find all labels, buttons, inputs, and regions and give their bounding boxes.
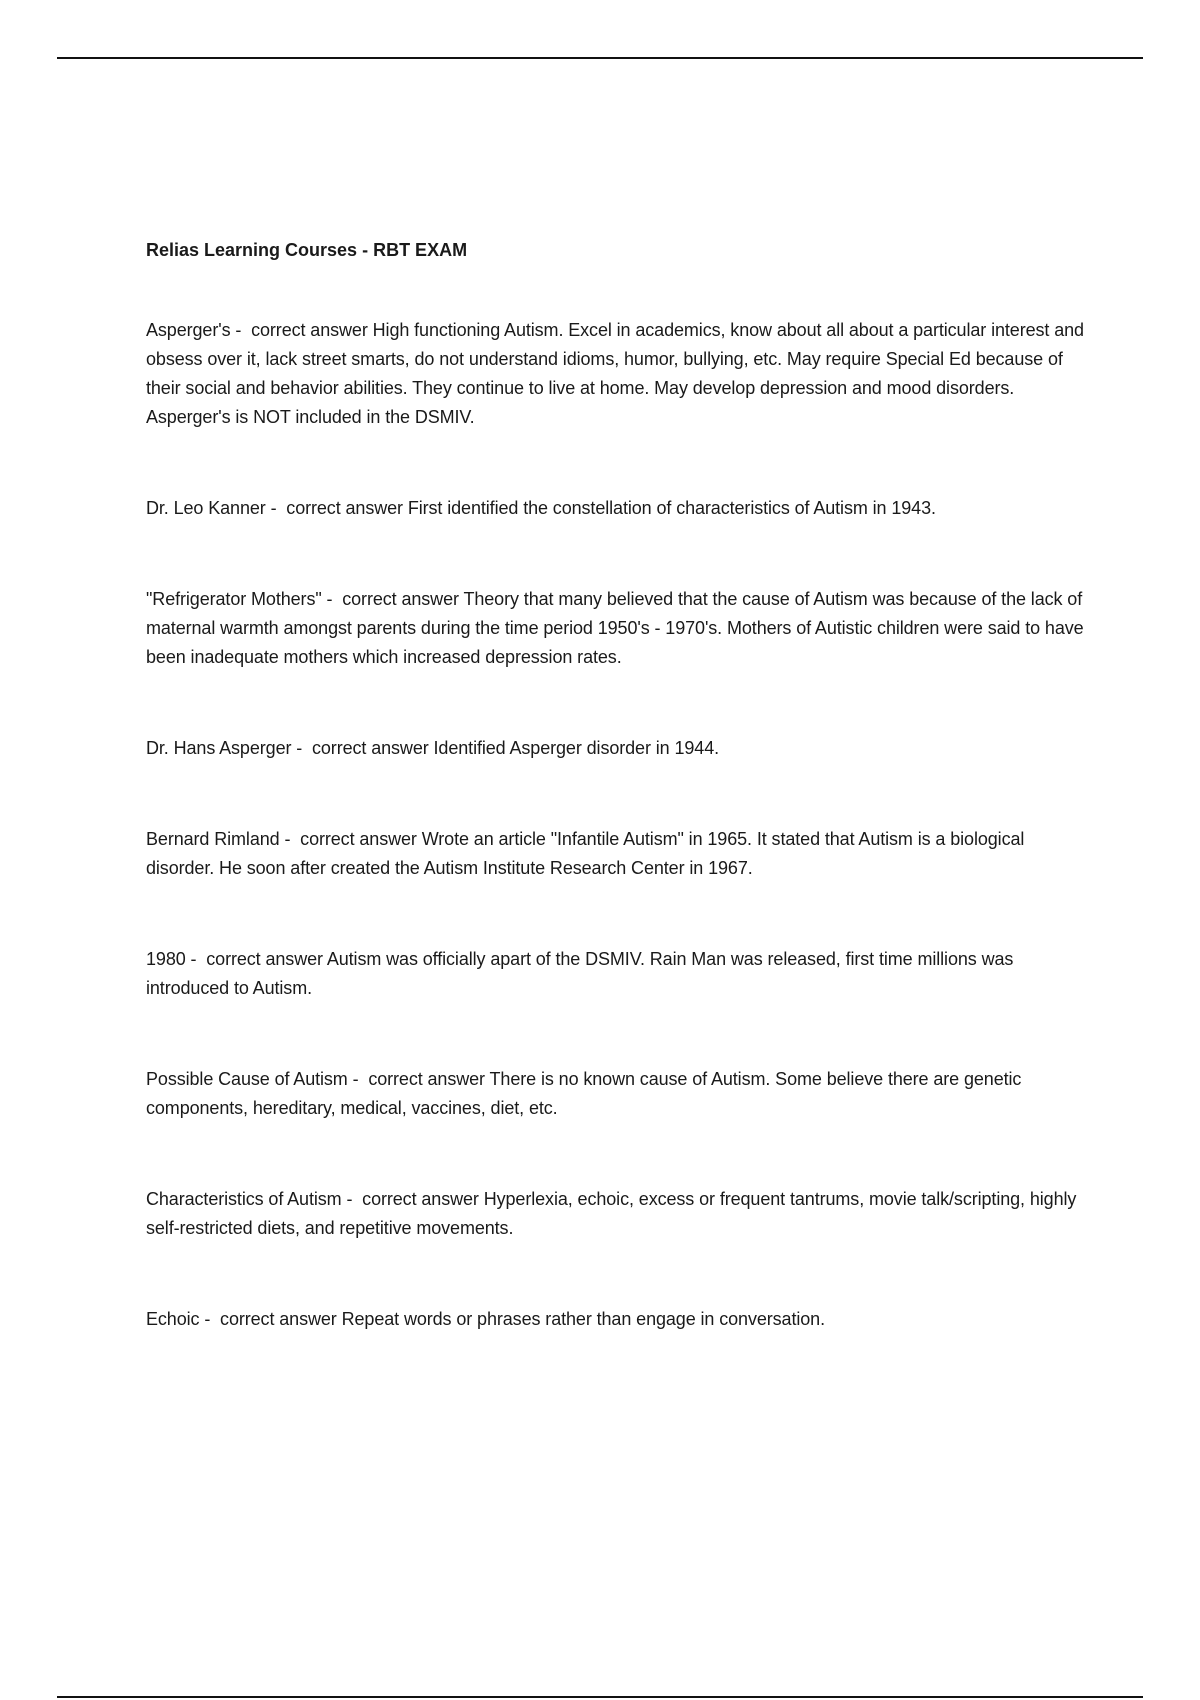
entry-term: Asperger's — [146, 320, 231, 340]
entry-answer: Theory that many believed that the cause of Autism was because of the lack of maternal warmth amongst parents during the time period 1950's - 1970's. Mothers of Autistic children were said to have been inadequate mothers which increased depression rates. — [146, 589, 1084, 667]
entry-hans-asperger: Dr. Hans Asperger - correct answer Identified Asperger disorder in 1944. — [146, 738, 720, 758]
answer-marker: correct answer — [286, 498, 403, 518]
entry-term: Dr. Hans Asperger — [146, 738, 292, 758]
header-rule — [57, 57, 1143, 59]
entry-term: Echoic — [146, 1309, 200, 1329]
answer-marker: correct answer — [220, 1309, 337, 1329]
entry-term: Bernard Rimland — [146, 829, 280, 849]
entry-term: Possible Cause of Autism — [146, 1069, 348, 1089]
entry-echoic: Echoic - correct answer Repeat words or phrases rather than engage in conversation. — [146, 1309, 825, 1329]
entry-answer: Wrote an article "Infantile Autism" in 1965. It stated that Autism is a biological disorder. He soon after created the Autism Institute Research Center in 1967. — [146, 829, 1025, 878]
entry-aspergers: Asperger's - correct answer High functioning Autism. Excel in academics, know about all about a particular interest and obsess over it, lack street smarts, do not understand idioms, humor, bullying, etc. May require Special Ed because of their social and behavior abilities. They continue to live at home. May develop depression and mood disorders. Asperger's is NOT included in the DSMIV. — [146, 320, 1084, 427]
answer-marker: correct answer — [368, 1069, 485, 1089]
entry-refrigerator-mothers: "Refrigerator Mothers" - correct answer Theory that many believed that the cause of Autism was because of the lack of maternal warmth amongst parents during the time period 1950's - 1970's. Mothers of Autistic children were said to have been inadequate mothers which increased depression rates. — [146, 589, 1084, 667]
footer-rule — [57, 1696, 1143, 1698]
entry-answer: Identified Asperger disorder in 1944. — [433, 738, 720, 758]
document-body — [146, 236, 1086, 1396]
entry-characteristics: Characteristics of Autism - correct answer Hyperlexia, echoic, excess or frequent tantrums, movie talk/scripting, highly self-restricted diets, and repetitive movements. — [146, 1189, 1077, 1238]
entry-answer: Hyperlexia, echoic, excess or frequent tantrums, movie talk/scripting, highly self-restricted diets, and repetitive movements. — [146, 1189, 1077, 1238]
answer-marker: correct answer — [206, 949, 323, 969]
entry-answer: First identified the constellation of characteristics of Autism in 1943. — [407, 498, 936, 518]
entry-answer: There is no known cause of Autism. Some believe there are genetic components, hereditary, medical, vaccines, diet, etc. — [146, 1069, 1022, 1118]
entry-bernard-rimland: Bernard Rimland - correct answer Wrote an article "Infantile Autism" in 1965. It stated that Autism is a biological disorder. He soon after created the Autism Institute Research Center in 1967. — [146, 829, 1025, 878]
entry-answer: Repeat words or phrases rather than engage in conversation. — [341, 1309, 825, 1329]
answer-marker: correct answer — [342, 589, 459, 609]
entry-answer: Autism was officially apart of the DSMIV. Rain Man was released, first time millions was introduced to Autism. — [146, 949, 1014, 998]
answer-marker: correct answer — [251, 320, 368, 340]
entry-answer: High functioning Autism. Excel in academics, know about all about a particular interest and obsess over it, lack street smarts, do not understand idioms, humor, bullying, etc. May require Special Ed because of their social and behavior abilities. They continue to live at home. May develop depression and mood disorders. Asperger's is NOT included in the DSMIV. — [146, 320, 1084, 427]
entry-term: 1980 — [146, 949, 186, 969]
entry-1980: 1980 - correct answer Autism was officially apart of the DSMIV. Rain Man was released, first time millions was introduced to Autism. — [146, 949, 1014, 998]
entry-possible-cause: Possible Cause of Autism - correct answer There is no known cause of Autism. Some believe there are genetic components, hereditary, medical, vaccines, diet, etc. — [146, 1069, 1022, 1118]
answer-marker: correct answer — [300, 829, 417, 849]
answer-marker: correct answer — [311, 738, 429, 758]
document-title: Relias Learning Courses - RBT EXAM — [146, 240, 468, 260]
entry-term: "Refrigerator Mothers" — [146, 589, 322, 609]
entry-leo-kanner: Dr. Leo Kanner - correct answer First identified the constellation of characteristics of Autism in 1943. — [146, 498, 936, 518]
entry-term: Characteristics of Autism — [146, 1189, 342, 1209]
answer-marker: correct answer — [362, 1189, 479, 1209]
entry-term: Dr. Leo Kanner — [146, 498, 266, 518]
